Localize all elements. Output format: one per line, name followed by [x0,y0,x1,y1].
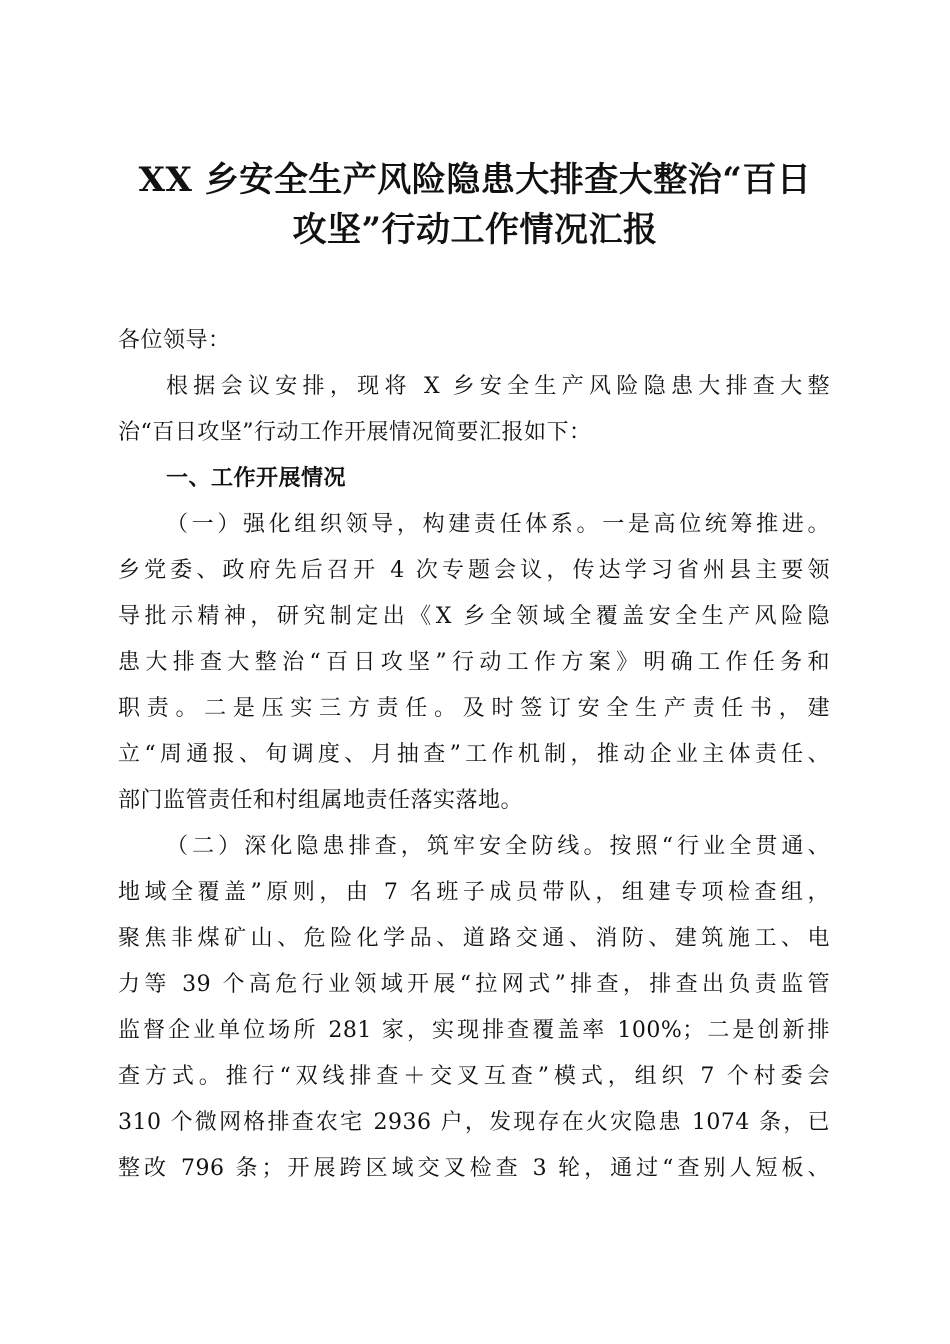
para2-line-5: 监督企业单位场所 281 家，实现排查覆盖率 100%；二是创新排 [118,1018,830,1043]
para2-line-3: 聚焦非煤矿山、危险化学品、道路交通、消防、建筑施工、电 [118,926,830,951]
para1-line-7: 部门监管责任和村组属地责任落实落地。 [118,788,524,813]
para2-line-2: 地域全覆盖”原则，由 7 名班子成员带队，组建专项检查组， [118,880,830,905]
para1-line-6: 立“周通报、旬调度、月抽查”工作机制，推动企业主体责任、 [118,742,830,767]
para1-line-4: 患大排查大整治“百日攻坚”行动工作方案》明确工作任务和 [118,650,830,675]
para2-line-4: 力等 39 个高危行业领域开展“拉网式”排查，排查出负责监管 [118,972,830,997]
para2-line-6: 查方式。推行“双线排查＋交叉互查”模式，组织 7 个村委会 [118,1064,830,1089]
para2-line-8: 整改 796 条；开展跨区域交叉检查 3 轮，通过“查别人短板、 [118,1156,830,1181]
title-line-2: 攻坚”行动工作情况汇报 [292,210,658,250]
para1-line-2: 乡党委、政府先后召开 4 次专题会议，传达学习省州县主要领 [118,558,830,583]
document-title [100,155,850,255]
intro-line-1: 根据会议安排，现将 X 乡安全生产风险隐患大排查大整 [166,374,830,399]
title-line-1: XX 乡安全生产风险隐患大排查大整治“百日 [138,160,812,200]
para2-line-7: 310 个微网格排查农宅 2936 户，发现存在火灾隐患 1074 条，已 [118,1110,830,1135]
salutation: 各位领导： [118,328,231,353]
section-heading: 一、工作开展情况 [166,466,347,491]
para1-line-3: 导批示精神，研究制定出《X 乡全领域全覆盖安全生产风险隐 [118,604,830,629]
para1-line-1: （一）强化组织领导，构建责任体系。一是高位统筹推进。 [166,512,830,537]
para2-line-1: （二）深化隐患排查，筑牢安全防线。按照“行业全贯通、 [166,834,830,859]
intro-line-2: 治“百日攻坚”行动工作开展情况简要汇报如下： [118,420,592,445]
para1-line-5: 职责。二是压实三方责任。及时签订安全生产责任书，建 [118,696,830,721]
